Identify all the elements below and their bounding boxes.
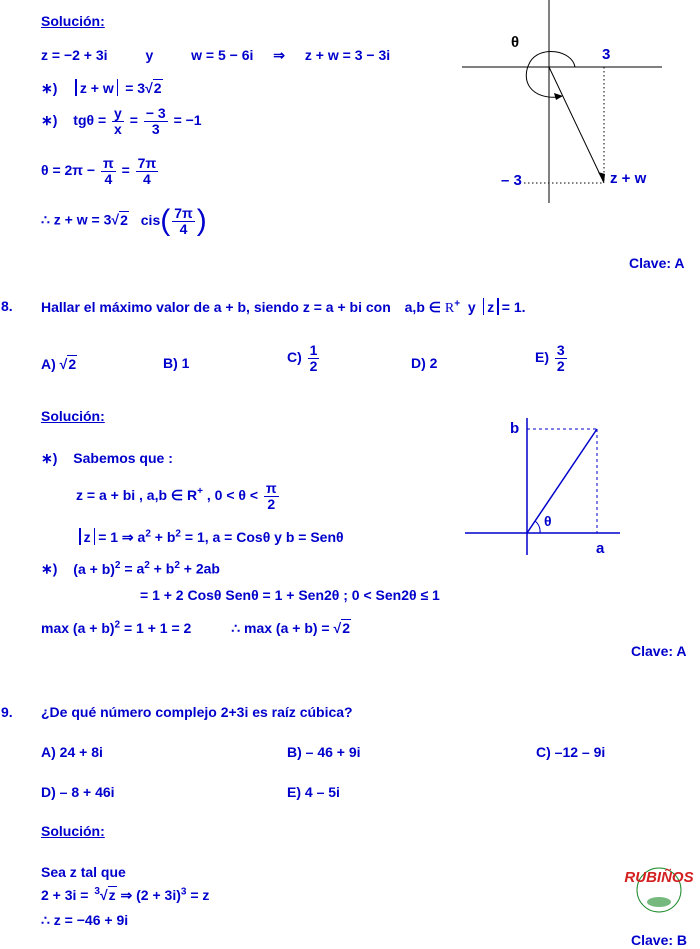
- angle-arc-2: [535, 521, 540, 533]
- w-definition: w = 5 − 6i: [191, 47, 254, 63]
- theta-expr: θ = 2π −: [41, 161, 96, 178]
- clave-9: Clave: B: [631, 932, 688, 948]
- logo-swoosh: [647, 897, 671, 907]
- real-set-symbol: R: [444, 301, 455, 316]
- modulus-equals: = 3: [125, 80, 146, 96]
- sol8-line1: ∗) Sabemos que :: [41, 450, 173, 466]
- label-theta: θ: [511, 34, 520, 51]
- bullet: ∗): [41, 111, 58, 128]
- option-9-e[interactable]: E) 4 – 5i: [287, 784, 340, 800]
- option-8-c[interactable]: C) $\frac{1}{2}$: [287, 342, 318, 374]
- option-8-e[interactable]: E) $\frac{3}{2}$: [535, 342, 565, 374]
- tangent-result: = −1: [173, 111, 202, 128]
- modulus-z: z: [487, 299, 495, 315]
- tangent-label: tgθ =: [73, 111, 107, 128]
- sqrt-radicand: 2: [153, 80, 162, 96]
- sqrt-radicand: 2: [120, 211, 128, 228]
- z-definition: z = −2 + 3i: [41, 47, 108, 63]
- sol8-line2: z = a + bi , a,b ∈ R+ , 0 < θ < $\frac{\pi}{2}$: [76, 480, 277, 512]
- label-minus-3: – 3: [501, 172, 522, 189]
- label-theta-2: θ: [544, 513, 552, 529]
- sqrt-symbol: √: [111, 211, 120, 228]
- vector-z-plus-w: [549, 67, 604, 183]
- abs-bar-right: [497, 298, 499, 315]
- fraction-7pi-4: $\frac{7\pi}{4}$: [137, 155, 157, 187]
- sqrt-symbol: √: [145, 80, 153, 96]
- sol9-line1: Sea z tal que: [41, 864, 126, 880]
- rubinos-logo: [624, 852, 694, 917]
- equals: =: [121, 161, 130, 178]
- vector-z: [527, 429, 597, 533]
- abs-bar-left: [483, 298, 485, 315]
- fraction-pi-4: $\frac{\pi}{4}$: [102, 155, 114, 187]
- logo-text: RUBIÑOS: [624, 869, 694, 886]
- option-9-a[interactable]: A) 24 + 8i: [41, 744, 103, 760]
- connector-y: y: [145, 47, 154, 63]
- condition-ab: a,b ∈: [404, 299, 441, 315]
- sol8-line3: z = 1 ⇒ $a^2 + b^2 = 1$, a = Cosθ y b = Senθ: [76, 528, 344, 546]
- option-8-a[interactable]: A) √2: [41, 356, 77, 372]
- sqrt-symbol: √: [59, 356, 68, 372]
- clave-1: Clave: A: [629, 255, 685, 271]
- cube-root-symbol: √: [99, 887, 108, 903]
- z-plus-w: z + w = 3 − 3i: [304, 47, 391, 63]
- label-a: a: [596, 540, 605, 557]
- label-z-plus-w: z + w: [610, 170, 647, 187]
- label-b: b: [510, 420, 520, 437]
- angle-arc: [526, 51, 575, 97]
- fraction-y-x: $\frac{y}{x}$: [114, 105, 122, 137]
- fraction-7pi-4: $\frac{7\pi}{4}$: [174, 204, 193, 237]
- sol8-line6: $\max (a + b)^2 = 1 + 1 = 2$ ∴ max (a + b) = √2: [41, 619, 350, 636]
- question-9-text: ¿De qué número complejo 2+3i es raíz cúbica?: [41, 704, 353, 720]
- sol8-line5: = 1 + 2 Cosθ Senθ = 1 + Sen2θ ; 0 < Sen2θ ≤ 1: [140, 587, 440, 603]
- sol8-line4: ∗) $(a + b)^2 = a^2 + b^2 + 2ab$: [41, 560, 220, 577]
- option-9-d[interactable]: D) – 8 + 46i: [41, 784, 115, 800]
- option-9-c[interactable]: C) –12 – 9i: [536, 744, 606, 760]
- solution-title-8: Solución:: [41, 408, 105, 424]
- sol9-line3: ∴ z = −46 + 9i: [41, 912, 129, 928]
- option-8-b[interactable]: B) 1: [163, 355, 190, 371]
- solution1-line5: ∴ z + w = 3√2 cis( $\frac{7\pi}{4}$ ): [41, 204, 207, 237]
- equals: =: [129, 111, 138, 128]
- fraction-m3-3: $\frac{- 3}{3}$: [145, 105, 166, 137]
- option-8-d[interactable]: D) 2: [411, 355, 438, 371]
- question-8-text: Hallar el máximo valor de a + b, siendo z = a + bi con: [41, 299, 391, 315]
- connector-y: y: [467, 299, 476, 315]
- clave-8: Clave: A: [631, 643, 687, 659]
- option-9-b[interactable]: B) – 46 + 9i: [287, 744, 361, 760]
- bullet: ∗): [41, 80, 58, 96]
- cis-label: cis: [140, 211, 161, 228]
- polar-form-prefix: ∴ z + w = 3: [41, 211, 112, 228]
- vector-arrowhead: [598, 172, 605, 183]
- sqrt-symbol: √: [333, 620, 342, 636]
- question-8-number: 8.: [1, 298, 13, 314]
- solution-title-1: Solución:: [41, 13, 105, 29]
- question-9-number: 9.: [1, 704, 13, 720]
- sol9-line2: 2 + 3i = $^3$√z ⇒ $(2 + 3i)^3 = z$: [41, 886, 210, 903]
- solution-title-9: Solución:: [41, 823, 105, 839]
- modulus-equals: = 1.: [501, 299, 526, 315]
- question-8-statement: Hallar el máximo valor de a + b, siendo z = a + bi con a,b ∈ R+ y z = 1.: [41, 298, 526, 316]
- implies-arrow: ⇒: [273, 47, 286, 63]
- modulus-expr: z + w: [79, 80, 114, 96]
- label-3: 3: [602, 46, 611, 63]
